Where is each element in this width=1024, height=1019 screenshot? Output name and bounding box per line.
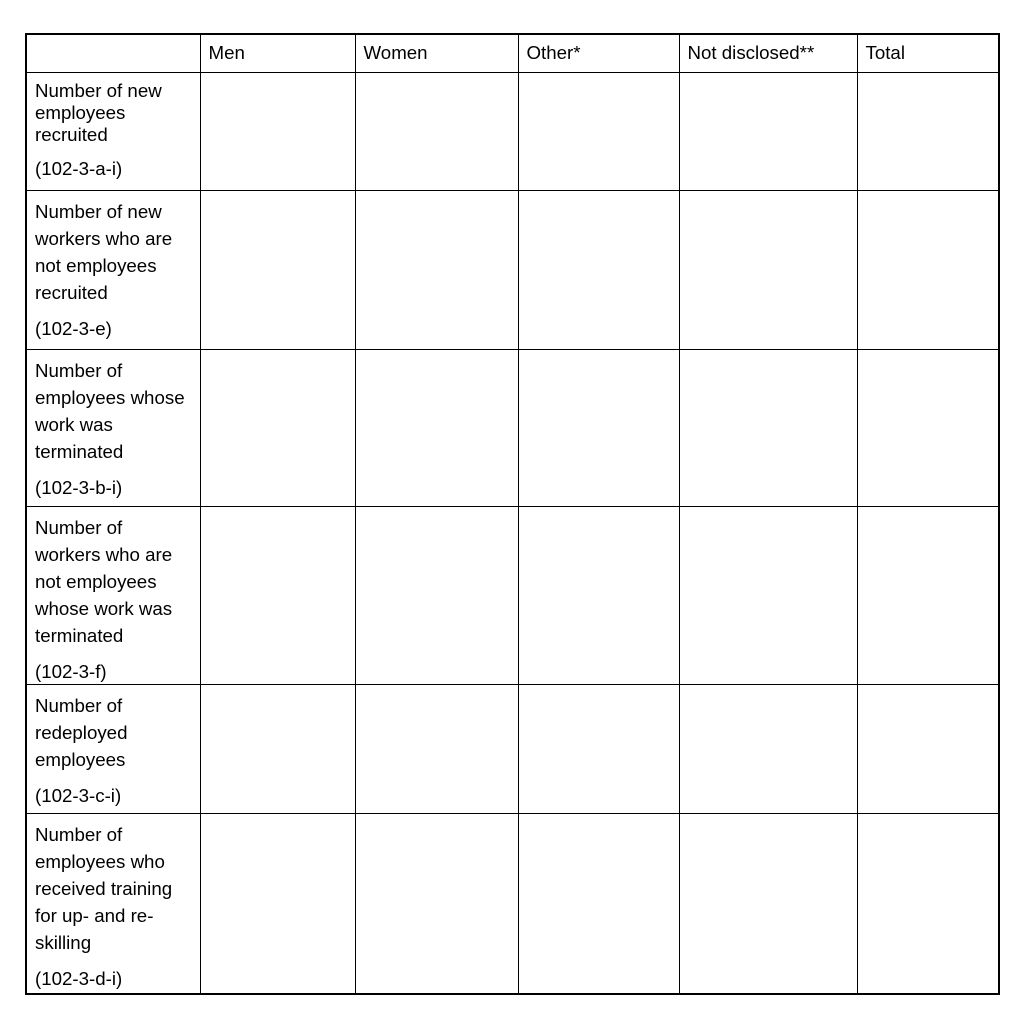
column-header-men: Men bbox=[200, 34, 355, 72]
row-label-cell bbox=[26, 349, 200, 506]
row-label-cell bbox=[26, 684, 200, 813]
column-header-total: Total bbox=[857, 34, 999, 72]
data-cell bbox=[679, 813, 857, 994]
row-label-cell bbox=[26, 506, 200, 684]
data-cell bbox=[679, 190, 857, 349]
row-label-cell bbox=[26, 190, 200, 349]
column-header-other: Other* bbox=[518, 34, 679, 72]
row-label: Number of redeployed employees bbox=[35, 694, 128, 770]
column-header-empty bbox=[26, 34, 200, 72]
data-cell bbox=[857, 72, 999, 190]
data-cell bbox=[857, 190, 999, 349]
row-code: (102-3-a-i) bbox=[35, 157, 123, 179]
data-cell bbox=[200, 349, 355, 506]
row-label: Number of workers who are not employees whose work was terminated bbox=[35, 516, 173, 646]
data-cell bbox=[679, 349, 857, 506]
data-cell bbox=[518, 72, 679, 190]
data-cell bbox=[518, 684, 679, 813]
row-code: (102-3-c-i) bbox=[35, 784, 122, 806]
row-label: Number of employees whose work was terminated bbox=[35, 359, 185, 462]
data-cell bbox=[857, 813, 999, 994]
data-cell bbox=[200, 684, 355, 813]
data-cell bbox=[857, 684, 999, 813]
data-cell bbox=[200, 72, 355, 190]
table-row bbox=[26, 72, 999, 190]
table-row bbox=[26, 813, 999, 994]
row-code: (102-3-b-i) bbox=[35, 476, 123, 498]
employee-disclosure-table bbox=[25, 33, 1000, 995]
table-header bbox=[26, 34, 999, 72]
row-label: Number of new workers who are not employees recruited bbox=[35, 200, 173, 303]
data-cell bbox=[355, 349, 518, 506]
row-code: (102-3-d-i) bbox=[35, 967, 123, 989]
table-row bbox=[26, 684, 999, 813]
table-body bbox=[26, 72, 999, 994]
data-cell bbox=[200, 813, 355, 994]
row-label-cell bbox=[26, 813, 200, 994]
data-cell bbox=[518, 190, 679, 349]
header-row bbox=[26, 34, 999, 72]
data-cell bbox=[679, 72, 857, 190]
data-cell bbox=[679, 506, 857, 684]
data-cell bbox=[679, 684, 857, 813]
data-cell bbox=[518, 506, 679, 684]
data-cell bbox=[518, 813, 679, 994]
column-header-not-disclosed: Not disclosed** bbox=[679, 34, 857, 72]
data-cell bbox=[857, 506, 999, 684]
data-cell bbox=[355, 684, 518, 813]
table-row bbox=[26, 506, 999, 684]
data-cell bbox=[355, 813, 518, 994]
data-cell bbox=[518, 349, 679, 506]
row-label: Number of new employees recruited bbox=[35, 79, 162, 145]
data-cell bbox=[857, 349, 999, 506]
column-header-women: Women bbox=[355, 34, 518, 72]
row-code: (102-3-f) bbox=[35, 660, 107, 682]
row-code: (102-3-e) bbox=[35, 317, 112, 339]
data-cell bbox=[200, 190, 355, 349]
data-cell bbox=[355, 190, 518, 349]
row-label-cell bbox=[26, 72, 200, 190]
data-cell bbox=[355, 72, 518, 190]
data-cell bbox=[355, 506, 518, 684]
data-cell bbox=[200, 506, 355, 684]
row-label: Number of employees who received training for up- and re-skilling bbox=[35, 823, 173, 953]
table-row bbox=[26, 349, 999, 506]
table-row bbox=[26, 190, 999, 349]
